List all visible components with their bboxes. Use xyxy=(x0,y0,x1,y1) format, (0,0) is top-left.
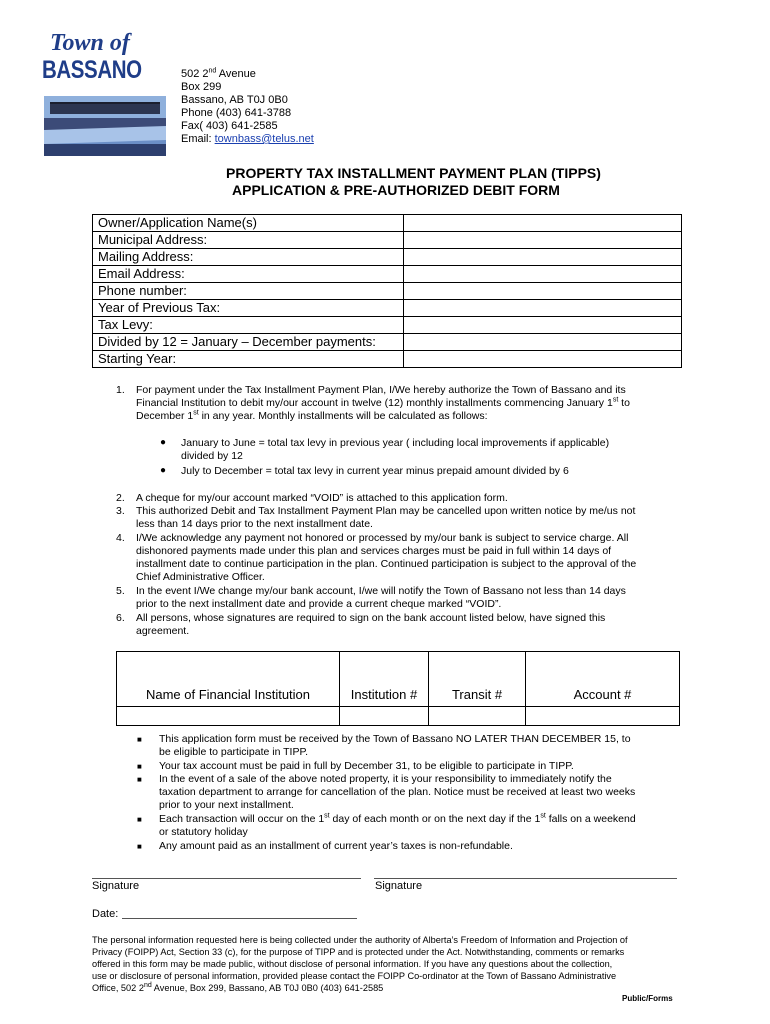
bullet-icon: ● xyxy=(160,437,167,448)
square-bullet-icon: ■ xyxy=(137,762,142,771)
field-label: Tax Levy: xyxy=(93,317,404,334)
bank-header-transit: Transit # xyxy=(429,652,526,707)
bank-header-institution-num: Institution # xyxy=(340,652,429,707)
field-value[interactable] xyxy=(404,300,682,317)
transit-number-field[interactable] xyxy=(429,707,526,726)
signature-line-1[interactable] xyxy=(92,878,361,879)
term-2: A cheque for my/our account marked “VOID” is attached to this application form. xyxy=(136,492,508,504)
bank-info-table xyxy=(116,651,680,726)
term-5: In the event I/We change my/our bank account, I/we will notify the Town of Bassano not less than 14 days prior to the next installment date and provide a current cheque marked “VOID”. xyxy=(136,585,626,610)
field-label: Mailing Address: xyxy=(93,249,404,266)
field-value[interactable] xyxy=(404,317,682,334)
square-bullet-icon: ■ xyxy=(137,842,142,851)
field-label: Divided by 12 = January – December payments: xyxy=(93,334,404,351)
bank-header-institution-name: Name of Financial Institution xyxy=(117,652,340,707)
institution-number-field[interactable] xyxy=(340,707,429,726)
town-logo xyxy=(40,30,170,155)
term-4: I/We acknowledge any payment not honored or processed by my/our bank is subject to service charge. All dishonored payments made under this plan and services charges must be paid in full within 14 days of installment date to continue participation in the plan. Continued participation is subject to the approval of the Chief Administrative Officer. xyxy=(136,532,637,583)
date-line[interactable] xyxy=(122,918,357,919)
account-number-field[interactable] xyxy=(526,707,680,726)
signature-label-2: Signature xyxy=(375,880,423,892)
term-1: For payment under the Tax Installment Payment Plan, I/We hereby authorize the Town of Bassano and its Financial Institution to debit my/our account in twelve (12) monthly installments commencing January 1st to December 1st in any year. Monthly installments will be calculated as follows: xyxy=(136,384,630,422)
note-4: Each transaction will occur on the 1st day of each month or on the next day if the 1st falls on a weekend or statutory holiday xyxy=(159,812,636,838)
form-title-line1: PROPERTY TAX INSTALLMENT PAYMENT PLAN (TIPPS) xyxy=(226,165,601,181)
calc-bullet-2: July to December = total tax levy in current year minus prepaid amount divided by 6 xyxy=(181,465,569,477)
footer-tag: Public/Forms xyxy=(622,994,673,1003)
address-city: Bassano, AB T0J 0B0 xyxy=(181,94,288,106)
calc-bullet-1: January to June = total tax levy in previous year ( including local improvements if applicable) divided by 12 xyxy=(181,437,610,462)
logo-river-image xyxy=(44,96,166,156)
field-label: Municipal Address: xyxy=(93,232,404,249)
bank-header-account: Account # xyxy=(526,652,680,707)
privacy-statement: The personal information requested here is being collected under the authority of Alberta’s Freedom of Information and Projection of Privacy (FOIPP) Act, Section 33 (c), for the purpose of TIPP and is protected under the Act. Notwithstanding, comments or remarks offered in this form may be made public, without disclose of personal information. If you have any questions about the collection, use or disclosure of personal information, provided please contact the FOIPP Co-ordinator at the Town of Bassano Administrative Office, 502 2nd Avenue, Box 299, Bassano, AB T0J 0B0 (403) 641-2585 xyxy=(92,935,628,993)
field-value[interactable] xyxy=(404,232,682,249)
field-label: Starting Year: xyxy=(93,351,404,368)
square-bullet-icon: ■ xyxy=(137,775,142,784)
signature-label-1: Signature xyxy=(92,880,140,892)
note-1: This application form must be received by the Town of Bassano NO LATER THAN DECEMBER 15, to be eligible to participate in TIPP. xyxy=(159,733,631,758)
field-label: Year of Previous Tax: xyxy=(93,300,404,317)
field-value[interactable] xyxy=(404,334,682,351)
term-3: This authorized Debit and Tax Installment Payment Plan may be cancelled upon written notice by me/us not less than 14 days prior to the next installment date. xyxy=(136,505,636,530)
term-6: All persons, whose signatures are required to sign on the bank account listed below, have signed this agreement. xyxy=(136,612,606,637)
address-phone: Phone (403) 641-3788 xyxy=(181,107,292,119)
email-link[interactable]: townbass@telus.net xyxy=(214,133,314,145)
square-bullet-icon: ■ xyxy=(137,815,142,824)
bank-name-field[interactable] xyxy=(117,707,340,726)
note-3: In the event of a sale of the above noted property, it is your responsibility to immediately notify the taxation department to arrange for cancellation of the plan. Notice must be received at least two weeks prior to your next installment. xyxy=(159,773,636,811)
field-value[interactable] xyxy=(404,266,682,283)
applicant-info-table xyxy=(92,214,682,368)
note-2: Your tax account must be paid in full by December 31, to be eligible to participate in TIPP. xyxy=(159,760,574,772)
field-value[interactable] xyxy=(404,351,682,368)
town-address: 502 2nd Avenue Box 299 Bassano, AB T0J 0B0 Phone (403) 641-3788 Fax( 403) 641-2585 Email: townbass@telus.net xyxy=(181,67,314,145)
field-value[interactable] xyxy=(404,215,682,232)
field-label: Phone number: xyxy=(93,283,404,300)
logo-bassano: BASSANO xyxy=(42,56,142,84)
logo-town-of: Town of xyxy=(50,30,130,56)
address-fax: Fax( 403) 641-2585 xyxy=(181,120,278,132)
signature-line-2[interactable] xyxy=(374,878,677,879)
date-label: Date: xyxy=(92,908,119,920)
field-label: Owner/Application Name(s) xyxy=(93,215,404,232)
field-label: Email Address: xyxy=(93,266,404,283)
field-value[interactable] xyxy=(404,283,682,300)
form-title-line2: APPLICATION & PRE-AUTHORIZED DEBIT FORM xyxy=(232,182,560,198)
field-value[interactable] xyxy=(404,249,682,266)
square-bullet-icon: ■ xyxy=(137,735,142,744)
address-box: Box 299 xyxy=(181,81,222,93)
bullet-icon: ● xyxy=(160,465,167,476)
note-5: Any amount paid as an installment of current year’s taxes is non-refundable. xyxy=(159,840,513,852)
